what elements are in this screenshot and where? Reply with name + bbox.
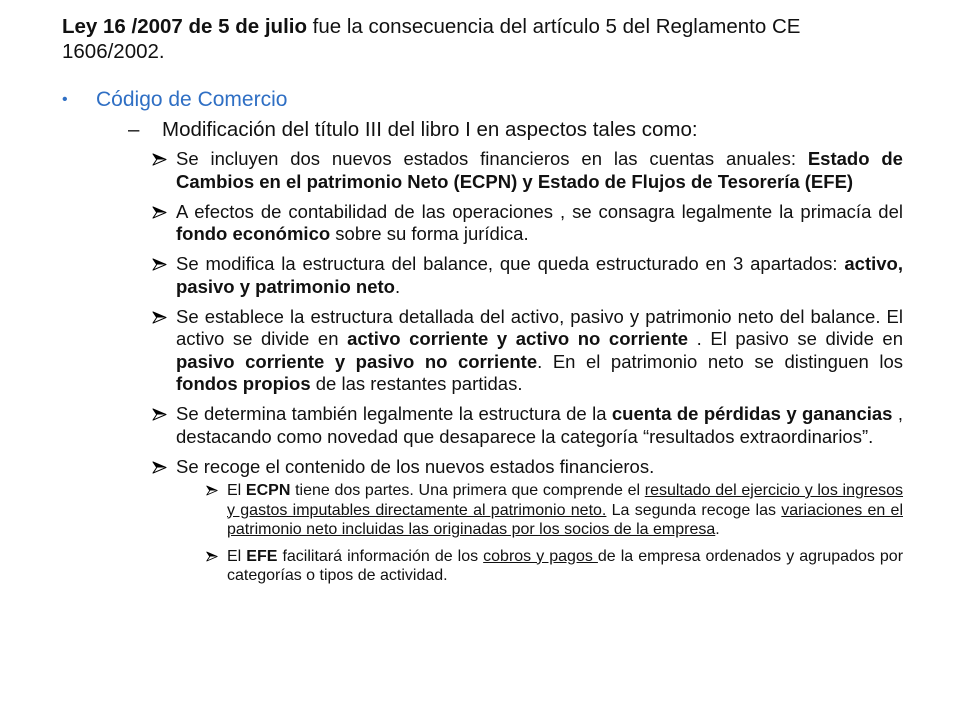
item-bold-text: fondos propios <box>176 373 311 394</box>
subitem-underlined-text: variaciones en el patrimonio neto incluidas las originadas por los socios de la empresa <box>227 501 903 538</box>
bullet-marker: • <box>62 91 68 108</box>
list-item-detailed-structure <box>176 306 903 396</box>
item-text: Se recoge el contenido de los nuevos estados financieros. <box>176 455 655 477</box>
intro-law-reference: Ley 16 /2007 de 5 de julio <box>62 15 307 38</box>
subitem-underlined-text: cobros y pagos <box>483 547 598 565</box>
item-text: . En el patrimonio neto se distinguen los <box>537 350 903 372</box>
list-item-new-statements-content <box>176 456 903 479</box>
arrowhead-bullet-icon <box>206 485 218 496</box>
arrowhead-bullet-icon <box>152 153 167 166</box>
item-text: A efectos de contabilidad de las operaciones , se consagra legalmente la primacía del <box>176 200 903 222</box>
intro-paragraph <box>62 14 905 64</box>
subitem-text: . <box>715 521 720 538</box>
item-bold-text: pasivo corriente y pasivo no corriente <box>176 350 538 372</box>
intro-text: fue la consecuencia del artículo 5 del Reglamento CE 1606/2002. <box>62 15 801 63</box>
item-text: de las restantes partidas. <box>310 373 523 394</box>
item-text: Se incluyen dos nuevos estados financieros en las cuentas anuales: <box>176 148 808 169</box>
subitem-underlined-text: resultado del ejercicio y los ingresos y gastos imputables directamente al patrimonio neto. <box>227 482 904 519</box>
subheading-text: Modificación del título III del libro I en aspectos tales como: <box>162 118 698 141</box>
arrowhead-bullet-icon <box>152 206 167 219</box>
list-item-new-financial-statements <box>176 148 903 193</box>
item-text: . <box>394 275 401 297</box>
subitem-text: facilitará información de los <box>277 547 484 565</box>
item-text: , destacando como novedad que desaparece la categoría “resultados extraordinarios”. <box>176 403 903 447</box>
list-item-profit-and-loss <box>176 403 903 448</box>
arrowhead-bullet-icon <box>206 551 218 562</box>
sublist-item-ecpn <box>227 481 903 540</box>
item-text: Se establece la estructura detallada del activo, pasivo y patrimonio neto del balance. El activo se divide en <box>176 305 903 349</box>
item-text: Se modifica la estructura del balance, que queda estructurado en 3 apartados: <box>176 253 845 274</box>
item-bold-text: cuenta de pérdidas y ganancias <box>611 403 893 424</box>
dash-marker: – <box>128 118 140 141</box>
item-bold-text: activo, pasivo y patrimonio neto <box>176 253 903 297</box>
item-bold-text: activo corriente y activo no corriente <box>347 328 689 349</box>
bullet-label: Código de Comercio <box>96 88 288 111</box>
subitem-text: El <box>227 482 246 499</box>
item-text: . El pasivo se divide en <box>688 328 904 349</box>
list-item-economic-substance <box>176 201 903 246</box>
subitem-bold-text: EFE <box>246 547 278 565</box>
item-text: sobre su forma jurídica. <box>330 223 529 244</box>
subitem-text: La segunda recoge las <box>606 501 782 519</box>
subitem-text: El <box>227 547 247 565</box>
arrowhead-bullet-icon <box>152 408 167 421</box>
subitem-text: de la empresa ordenados y agrupados por categorías o tipos de actividad. <box>227 547 904 584</box>
arrowhead-bullet-icon <box>152 258 167 271</box>
item-bold-text: Estado de Cambios en el patrimonio Neto (ECPN) y Estado de Flujos de Tesorería (EFE) <box>176 148 903 192</box>
arrowhead-bullet-icon <box>152 461 167 474</box>
bullet-codigo-de-comercio <box>62 86 905 114</box>
subitem-bold-text: ECPN <box>245 482 291 499</box>
sublist-item-efe <box>227 547 903 586</box>
arrowhead-bullet-icon <box>152 311 167 324</box>
list-item-balance-structure <box>176 253 903 298</box>
item-text: Se determina también legalmente la estructura de la <box>176 403 612 424</box>
subheading-modificacion <box>128 116 905 144</box>
subitem-text: tiene dos partes. Una primera que comprende el <box>290 482 645 499</box>
item-bold-text: fondo económico <box>176 223 331 244</box>
